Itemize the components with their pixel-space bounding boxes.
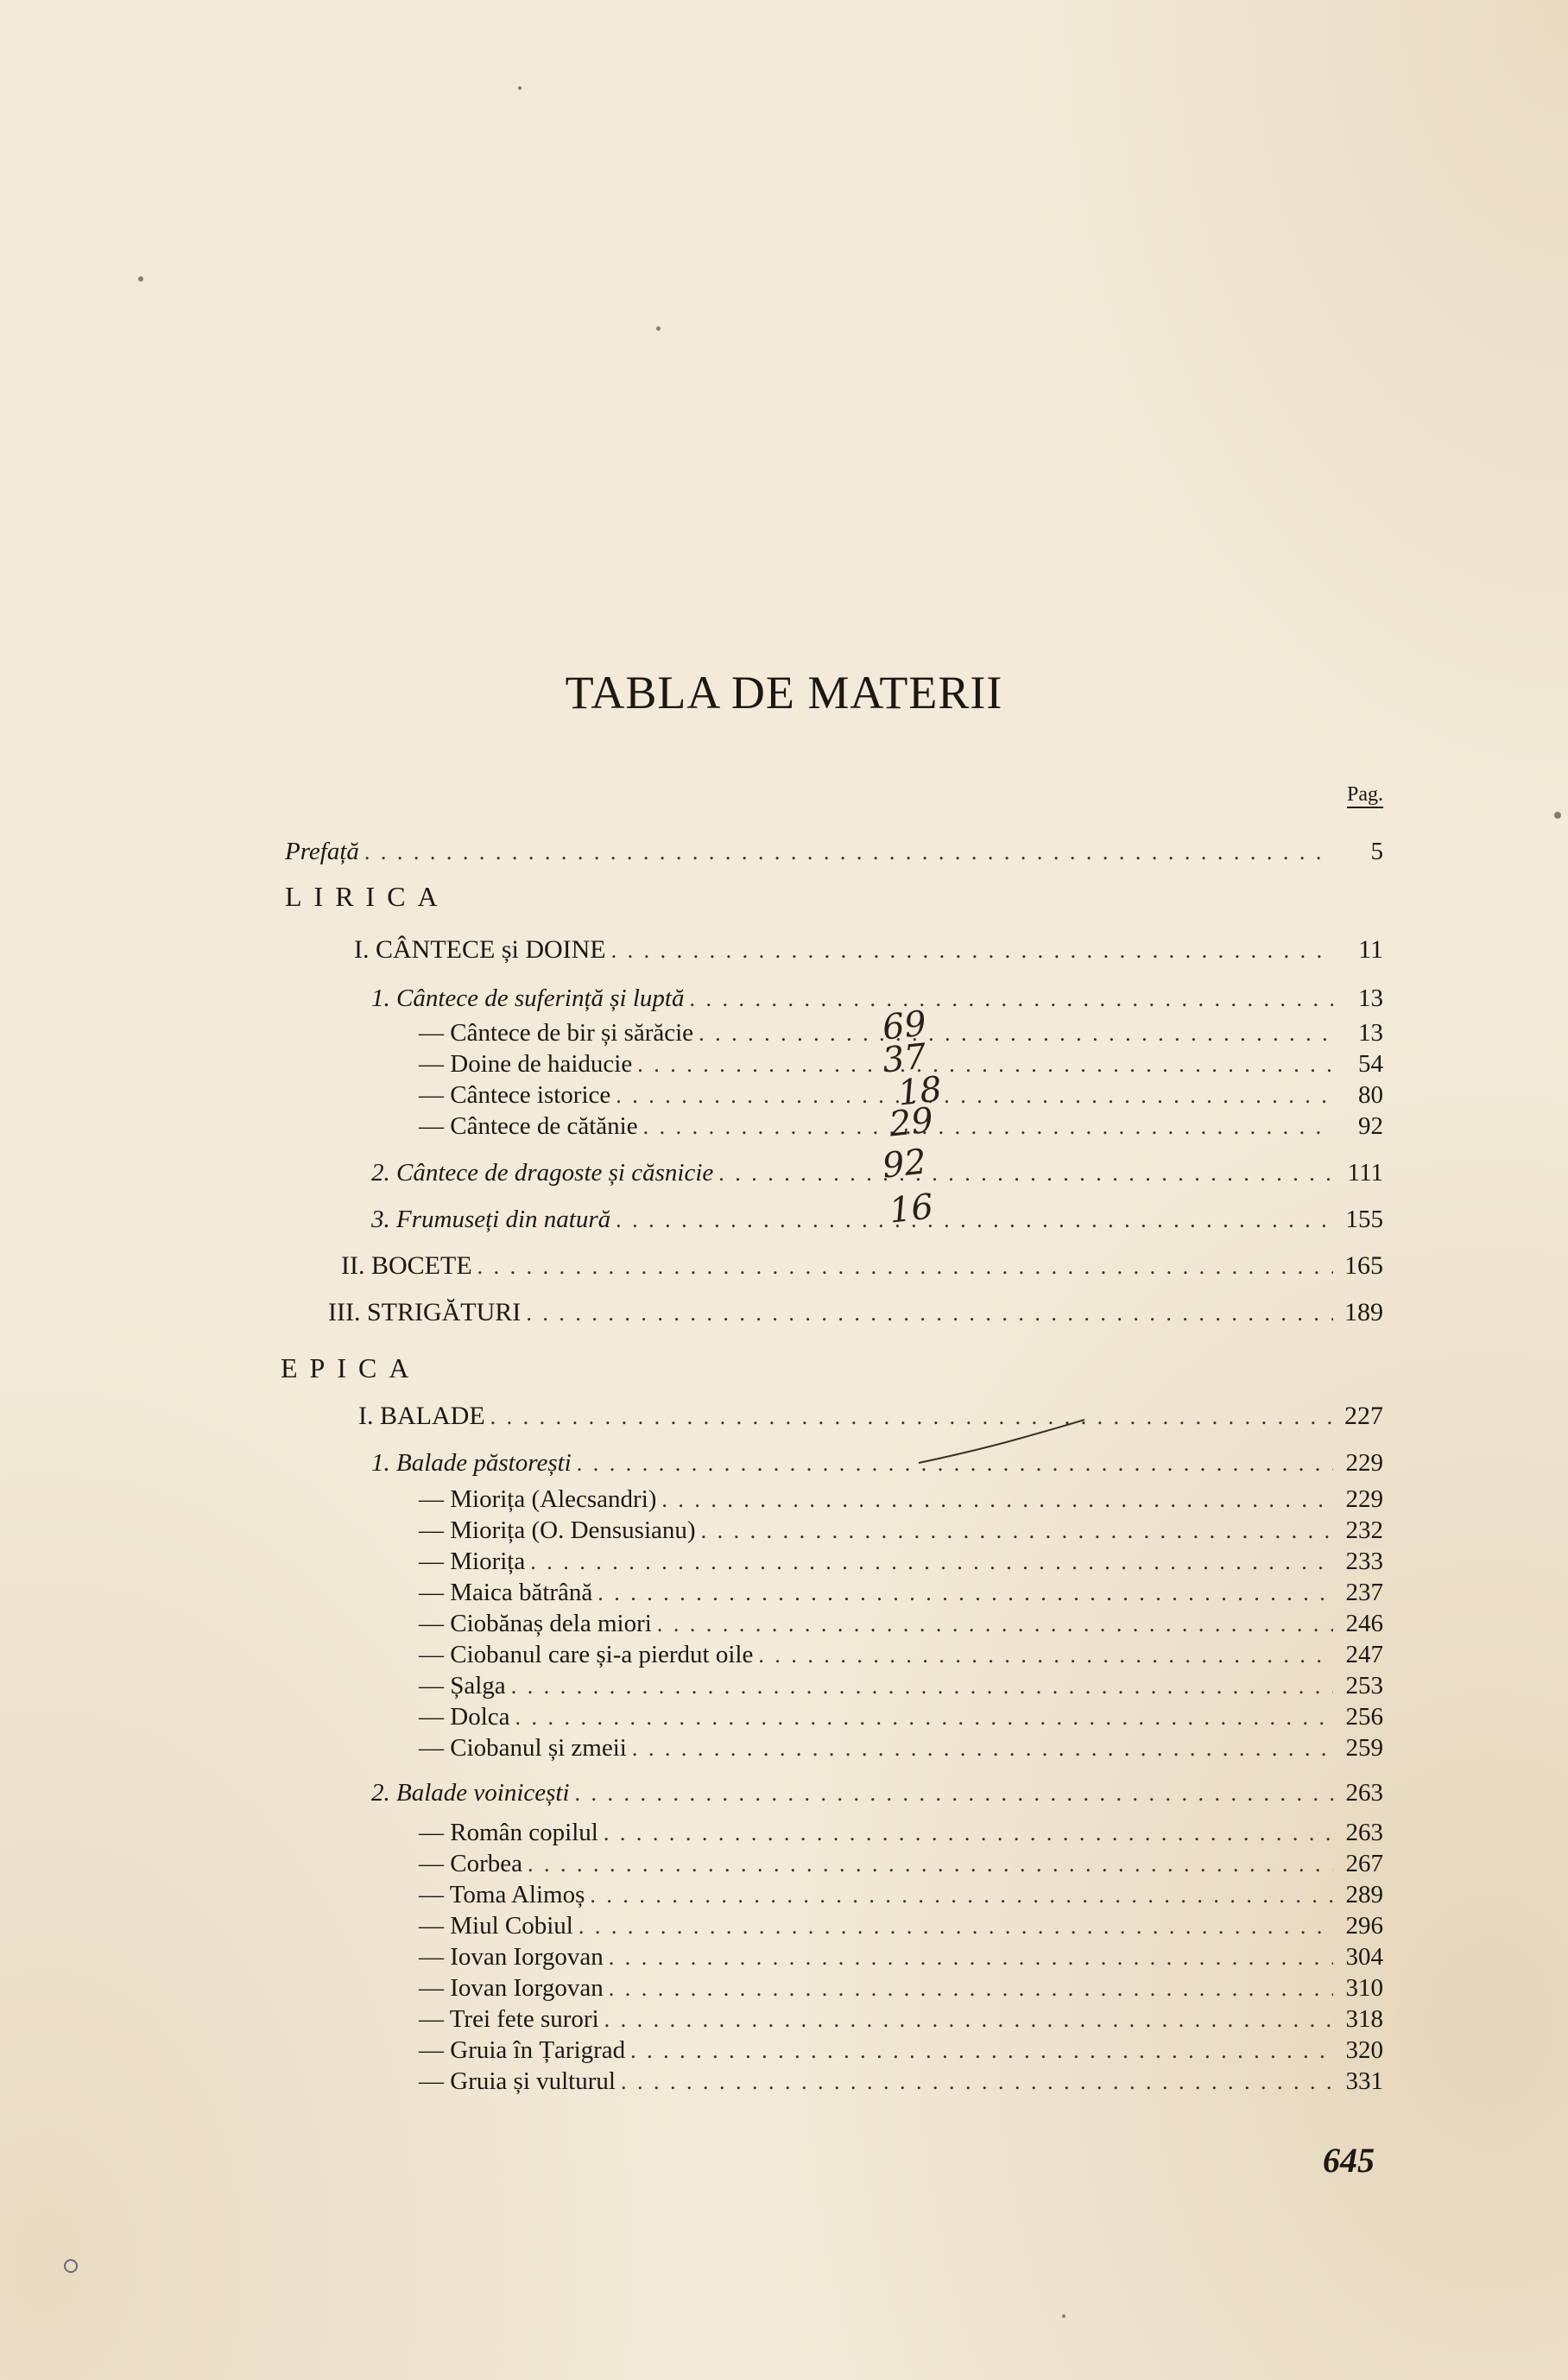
toc-page: 54 bbox=[1358, 1050, 1383, 1078]
leader-dots bbox=[621, 2067, 1333, 2098]
paper-speck bbox=[518, 86, 522, 90]
leader-dots bbox=[616, 1080, 1333, 1111]
leader-dots bbox=[689, 984, 1333, 1015]
leader-dots bbox=[643, 1111, 1333, 1143]
toc-label: — Maica bătrână bbox=[419, 1579, 593, 1606]
section-heading-lirica: LIRICA bbox=[285, 881, 450, 912]
toc-label: II. BOCETE bbox=[341, 1251, 472, 1280]
toc-label: — Toma Alimoș bbox=[419, 1881, 585, 1908]
handwritten-note: 37 bbox=[880, 1036, 929, 1081]
toc-entry-trei-fete-surori bbox=[419, 2003, 1383, 2035]
toc-page: 5 bbox=[1370, 838, 1383, 865]
handwritten-note: 29 bbox=[887, 1100, 936, 1145]
toc-entry-strigaturi bbox=[328, 1297, 1383, 1328]
toc-label: — Iovan Iorgovan bbox=[419, 1943, 604, 1971]
leader-dots bbox=[526, 1298, 1333, 1329]
handwritten-note: 92 bbox=[880, 1142, 929, 1187]
leader-dots bbox=[597, 1578, 1333, 1609]
toc-page: 289 bbox=[1345, 1881, 1383, 1908]
toc-entry-gruia-vulturul bbox=[419, 2066, 1383, 2097]
leader-dots bbox=[515, 1702, 1334, 1733]
leader-dots bbox=[364, 837, 1333, 868]
toc-label: — Ciobanul care și-a pierdut oile bbox=[419, 1641, 754, 1668]
leader-dots bbox=[630, 2035, 1333, 2067]
toc-entry-miorita-densusianu bbox=[419, 1515, 1383, 1546]
page-title: TABLA DE MATERII bbox=[565, 667, 1003, 718]
toc-entry-corbea bbox=[419, 1848, 1383, 1879]
handwritten-note: 18 bbox=[895, 1069, 945, 1114]
toc-page: 232 bbox=[1345, 1516, 1383, 1544]
toc-entry-miul-cobiul bbox=[419, 1910, 1383, 1941]
toc-label: — Ciobanul și zmeii bbox=[419, 1734, 627, 1762]
toc-entry-pastoresti bbox=[371, 1447, 1383, 1478]
toc-label: — Miorița bbox=[419, 1548, 526, 1575]
toc-label: — Miorița (O. Densusianu) bbox=[419, 1516, 696, 1544]
toc-page: 237 bbox=[1345, 1579, 1383, 1606]
leader-dots bbox=[611, 935, 1333, 966]
toc-entry-ciobanul-oile bbox=[419, 1639, 1383, 1670]
leader-dots bbox=[609, 1942, 1333, 1973]
toc-page: 320 bbox=[1345, 2036, 1383, 2064]
toc-entry-salga bbox=[419, 1670, 1383, 1701]
leader-dots bbox=[699, 1018, 1333, 1049]
toc-entry-suferinta bbox=[371, 983, 1383, 1014]
toc-page: 310 bbox=[1345, 1974, 1383, 2002]
toc-page: 318 bbox=[1345, 2005, 1383, 2033]
leader-dots bbox=[530, 1547, 1333, 1578]
leader-dots bbox=[657, 1609, 1333, 1640]
toc-page: 304 bbox=[1345, 1943, 1383, 1971]
leader-dots bbox=[575, 1778, 1333, 1809]
toc-page: 256 bbox=[1345, 1703, 1383, 1731]
leader-dots bbox=[609, 1973, 1333, 2004]
toc-page: 263 bbox=[1345, 1779, 1383, 1807]
toc-page: 267 bbox=[1345, 1850, 1383, 1877]
toc-label: — Român copilul bbox=[419, 1819, 598, 1846]
toc-page: 13 bbox=[1358, 984, 1383, 1012]
handwritten-note: 16 bbox=[887, 1187, 936, 1231]
toc-page: 331 bbox=[1345, 2067, 1383, 2095]
toc-label: — Cântece de bir și sărăcie bbox=[419, 1019, 694, 1047]
toc-label: — Gruia și vulturul bbox=[419, 2067, 616, 2095]
toc-page: 165 bbox=[1344, 1251, 1383, 1280]
toc-page: 155 bbox=[1345, 1206, 1383, 1233]
toc-page: 13 bbox=[1358, 1019, 1383, 1047]
toc-page: 296 bbox=[1345, 1912, 1383, 1940]
paper-speck bbox=[656, 326, 661, 331]
leader-dots bbox=[758, 1640, 1333, 1671]
toc-page: 247 bbox=[1345, 1641, 1383, 1668]
toc-label: — Trei fete surori bbox=[419, 2005, 599, 2033]
toc-page: 80 bbox=[1358, 1081, 1383, 1109]
paper-speck bbox=[138, 276, 143, 282]
paper-speck bbox=[1554, 812, 1561, 819]
toc-page: 92 bbox=[1358, 1112, 1383, 1140]
toc-entry-prefata bbox=[285, 836, 1383, 867]
toc-page: 233 bbox=[1345, 1548, 1383, 1575]
toc-label: — Dolca bbox=[419, 1703, 510, 1731]
toc-entry-maica-batrana bbox=[419, 1577, 1383, 1608]
toc-label: — Ciobănaș dela miori bbox=[419, 1610, 652, 1637]
toc-label: Prefață bbox=[285, 838, 359, 865]
leader-dots bbox=[528, 1849, 1333, 1880]
toc-page: 259 bbox=[1345, 1734, 1383, 1762]
toc-page: 229 bbox=[1345, 1485, 1383, 1513]
toc-page: 11 bbox=[1358, 935, 1383, 964]
toc-label: 2. Cântece de dragoste și căsnicie bbox=[371, 1159, 714, 1187]
toc-entry-miorita bbox=[419, 1546, 1383, 1577]
leader-dots bbox=[616, 1205, 1333, 1236]
toc-page: 229 bbox=[1345, 1449, 1383, 1477]
toc-entry-iovan-iorgovan-1 bbox=[419, 1941, 1383, 1972]
leader-dots bbox=[477, 1251, 1333, 1282]
toc-label: I. BALADE bbox=[358, 1402, 485, 1430]
pencil-stroke bbox=[915, 1416, 1088, 1468]
toc-page: 189 bbox=[1344, 1298, 1383, 1326]
section-heading-epica: EPICA bbox=[281, 1352, 421, 1383]
page-column-header: Pag. bbox=[1347, 784, 1383, 808]
toc-label: 3. Frumuseți din natură bbox=[371, 1206, 611, 1233]
paper-speck bbox=[64, 2259, 78, 2273]
toc-page: 111 bbox=[1347, 1159, 1383, 1187]
toc-page: 253 bbox=[1345, 1672, 1383, 1700]
leader-dots bbox=[637, 1049, 1333, 1080]
toc-label: — Cântece istorice bbox=[419, 1081, 611, 1109]
toc-label: — Doine de haiducie bbox=[419, 1050, 633, 1078]
toc-entry-toma-alimos bbox=[419, 1879, 1383, 1910]
toc-label: — Cântece de cătănie bbox=[419, 1112, 638, 1140]
leader-dots bbox=[632, 1733, 1333, 1764]
toc-label: 1. Cântece de suferință și luptă bbox=[371, 984, 685, 1012]
toc-label: — Miorița (Alecsandri) bbox=[419, 1485, 657, 1513]
toc-entry-ciobanas-dela-miori bbox=[419, 1608, 1383, 1639]
toc-label: — Șalga bbox=[419, 1672, 506, 1700]
toc-label: 1. Balade păstorești bbox=[371, 1449, 572, 1477]
toc-entry-cantece-doine bbox=[354, 934, 1383, 965]
leader-dots bbox=[490, 1402, 1333, 1433]
leader-dots bbox=[718, 1158, 1333, 1189]
toc-label: — Iovan Iorgovan bbox=[419, 1974, 604, 2002]
leader-dots bbox=[579, 1911, 1333, 1942]
toc-label: I. CÂNTECE și DOINE bbox=[354, 935, 606, 964]
leader-dots bbox=[661, 1484, 1333, 1516]
leader-dots bbox=[511, 1671, 1333, 1702]
toc-entry-iovan-iorgovan-2 bbox=[419, 1972, 1383, 2003]
toc-entry-balade bbox=[358, 1401, 1383, 1432]
toc-label: — Gruia în Țarigrad bbox=[419, 2036, 626, 2064]
leader-dots bbox=[604, 2004, 1333, 2035]
toc-label: — Corbea bbox=[419, 1850, 522, 1877]
toc-entry-ciobanul-zmeii bbox=[419, 1732, 1383, 1763]
toc-entry-gruia-tarigrad bbox=[419, 2035, 1383, 2066]
toc-entry-dragoste bbox=[371, 1157, 1383, 1188]
handwritten-note: 69 bbox=[880, 1003, 929, 1048]
leader-dots bbox=[604, 1818, 1333, 1849]
toc-entry-miorita-alecsandri bbox=[419, 1484, 1383, 1515]
toc-entry-dolca bbox=[419, 1701, 1383, 1732]
toc-entry-voinicesti bbox=[371, 1777, 1383, 1808]
toc-label: 2. Balade voinicești bbox=[371, 1779, 570, 1807]
toc-page: 227 bbox=[1344, 1402, 1383, 1430]
toc-page: 263 bbox=[1345, 1819, 1383, 1846]
page-number: 645 bbox=[1323, 2141, 1375, 2180]
toc-page: 246 bbox=[1345, 1610, 1383, 1637]
toc-label: — Miul Cobiul bbox=[419, 1912, 573, 1940]
leader-dots bbox=[590, 1880, 1333, 1911]
leader-dots bbox=[701, 1516, 1333, 1547]
toc-entry-frumuseti bbox=[371, 1204, 1383, 1235]
toc-entry-bocete bbox=[341, 1250, 1383, 1282]
toc-entry-roman-copilul bbox=[419, 1817, 1383, 1848]
toc-label: III. STRIGĂTURI bbox=[328, 1298, 522, 1326]
paper-speck bbox=[1062, 2314, 1065, 2318]
